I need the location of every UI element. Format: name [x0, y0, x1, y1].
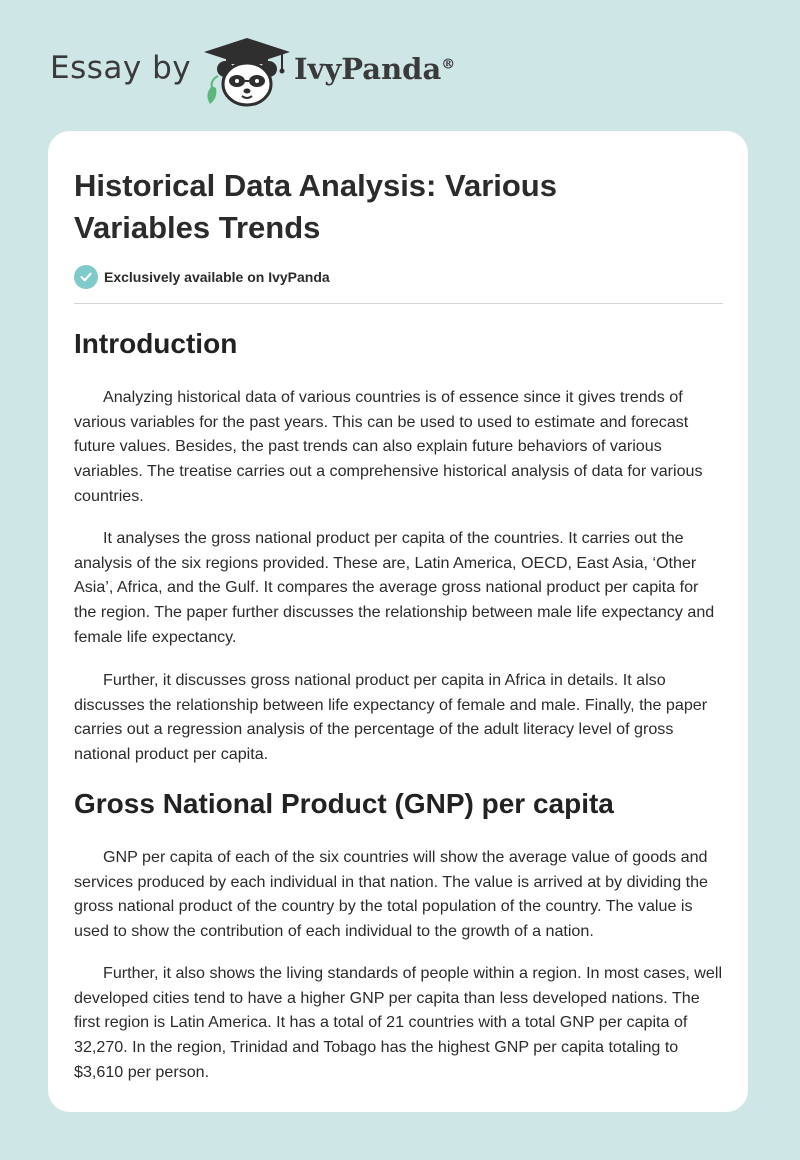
- paragraph: GNP per capita of each of the six countries will show the average value of goods and services produced by each individual in that nation. The value is arrived at by dividing the gross national product of the country by the total population of the country. The value is used to show the contribution of each individual to the growth of a nation.: [74, 848, 708, 941]
- site-header: [0, 0, 800, 130]
- brand-name[interactable]: [294, 52, 455, 86]
- brand-name-text: IvyPanda: [294, 52, 442, 86]
- exclusive-badge: [74, 265, 330, 289]
- section-heading-gnp: Gross National Product (GNP) per capita: [74, 788, 614, 819]
- paragraph: Further, it also shows the living standards of people within a region. In most cases, well developed cities tend to have a higher GNP per capita than less developed nations. The first region is Latin America. It has a total of 21 countries with a total GNP per capita of 32,270. In the region, Trinidad and Tobago has the highest GNP per capita totaling to $3,610 per person.: [74, 964, 723, 1081]
- registered-mark: ®: [441, 56, 456, 73]
- divider: [74, 303, 723, 304]
- panda-graduate-logo-icon[interactable]: [202, 36, 292, 108]
- paragraph: Further, it discusses gross national product per capita in Africa in details. It also discusses the relationship between life expectancy of female and male. Finally, the paper carries out a regression analysis of the percentage of the adult literacy level of gross national product per capita.: [74, 671, 708, 764]
- essay-by-label: Essay by: [50, 50, 192, 86]
- essay-card: [48, 131, 748, 1112]
- check-circle-icon: [74, 265, 98, 289]
- essay-title: Historical Data Analysis: Various Variables Trends: [74, 168, 557, 245]
- exclusive-label: Exclusively available on IvyPanda: [104, 269, 330, 285]
- paragraph: It analyses the gross national product per capita of the countries. It carries out the analysis of the six regions provided. These are, Latin America, OECD, East Asia, ‘Other Asia’, Africa, and the Gulf. It compares the average gross national product per capita for the region. The paper further discusses the relationship between male life expectancy and female life expectancy.: [74, 529, 715, 646]
- section-heading-introduction: Introduction: [74, 328, 238, 359]
- paragraph: Analyzing historical data of various countries is of essence since it gives trends of various variables for the past years. This can be used to used to estimate and forecast future values. Besides, the past trends can also explain future behaviors of various variables. The treatise carries out a comprehensive historical analysis of data for various countries.: [74, 388, 703, 505]
